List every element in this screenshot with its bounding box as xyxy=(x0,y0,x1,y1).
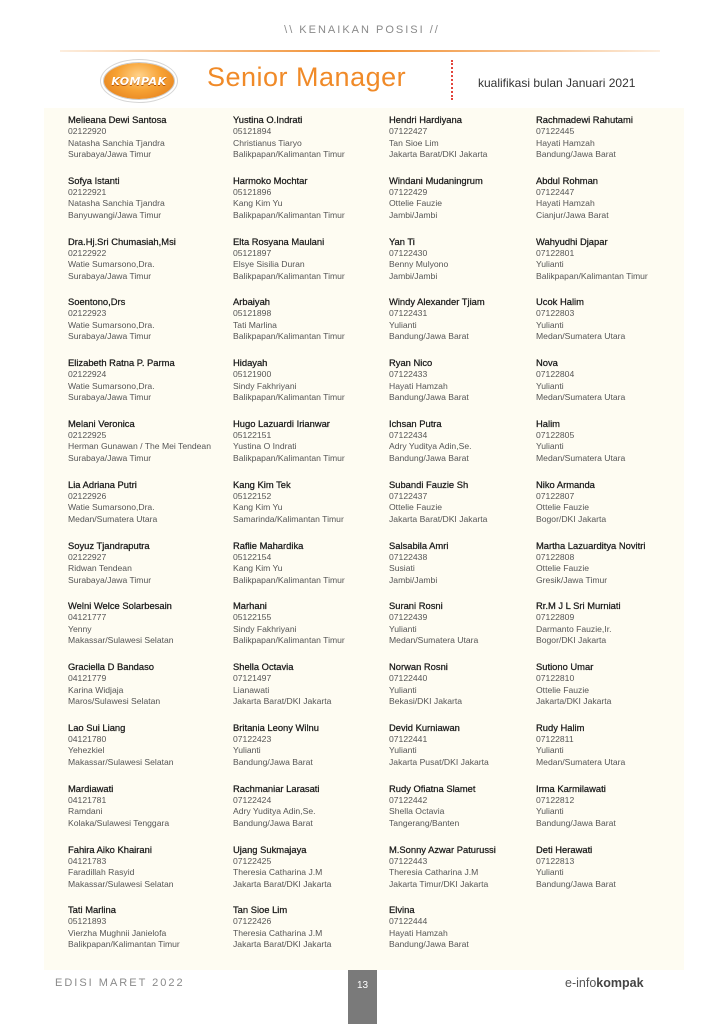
member-sponsor: Natasha Sanchia Tjandra xyxy=(68,198,165,209)
member-location: Maros/Sulawesi Selatan xyxy=(68,696,161,707)
member-sponsor: Theresia Catharina J.M xyxy=(233,867,323,878)
member-sponsor: Hayati Hamzah xyxy=(536,137,595,148)
member-entry xyxy=(536,175,696,236)
member-id: 07122447 xyxy=(536,186,575,197)
member-name: Shella Octavia xyxy=(233,661,294,673)
member-location: Balikpapan/Kalimantan Timur xyxy=(233,392,345,403)
member-name: Dra.Hj.Sri Chumasiah,Msi xyxy=(68,235,176,247)
member-sponsor: Darmanto Fauzie,Ir. xyxy=(536,623,612,634)
member-location: Balikpapan/Kalimantan Timur xyxy=(233,331,345,342)
member-id: 05121894 xyxy=(233,126,272,136)
member-name: Surani Rosni xyxy=(389,600,443,612)
member-name: Melieana Dewi Santosa xyxy=(68,114,167,125)
member-name: Abdul Rohman xyxy=(536,174,599,186)
member-entry xyxy=(68,236,228,297)
member-entry xyxy=(389,540,549,601)
member-name: Salsabila Amri xyxy=(389,539,449,551)
member-sponsor: Ramdani xyxy=(68,806,103,817)
member-sponsor: Faradillah Rasyid xyxy=(68,867,135,878)
member-name: Sofya Istanti xyxy=(68,174,120,186)
member-location: Surabaya/Jawa Timur xyxy=(68,270,152,281)
member-location: Gresik/Jawa Timur xyxy=(536,574,608,585)
page-title: Senior Manager xyxy=(207,62,407,92)
member-entry xyxy=(536,296,696,357)
member-location: Bogor/DKI Jakarta xyxy=(536,635,607,646)
member-name: Ucok Halim xyxy=(536,296,584,308)
member-name: Rachmadewi Rahutami xyxy=(536,114,633,125)
member-name: Windy Alexander Tjiam xyxy=(389,296,485,308)
member-entry xyxy=(389,418,549,479)
member-location: Surabaya/Jawa Timur xyxy=(68,149,152,159)
member-name: Britania Leony Wilnu xyxy=(233,721,319,733)
member-entry xyxy=(233,722,393,783)
member-name: Hendri Hardiyana xyxy=(389,114,462,125)
member-location: Surabaya/Jawa Timur xyxy=(68,574,152,585)
member-entry xyxy=(536,357,696,418)
member-location: Bandung/Jawa Barat xyxy=(389,392,469,403)
member-location: Jakarta Timur/DKI Jakarta xyxy=(389,878,489,889)
member-location: Balikpapan/Kalimantan Timur xyxy=(233,149,345,159)
member-location: Surabaya/Jawa Timur xyxy=(68,452,152,463)
member-location: Kolaka/Sulawesi Tenggara xyxy=(68,817,170,828)
member-location: Medan/Sumatera Utara xyxy=(389,635,479,646)
member-name: Lia Adriana Putri xyxy=(68,478,137,490)
member-name: Mardiawati xyxy=(68,782,114,794)
member-location: Jakarta Barat/DKI Jakarta xyxy=(233,878,332,889)
page-number-box xyxy=(348,970,377,1024)
member-name: Nova xyxy=(536,357,558,369)
member-location: Bandung/Jawa Barat xyxy=(536,878,616,889)
member-sponsor: Yulianti xyxy=(536,806,564,817)
member-sponsor: Yustina O Indrati xyxy=(233,441,297,452)
member-name: Hugo Lazuardi Irianwar xyxy=(233,417,330,429)
member-location: Bandung/Jawa Barat xyxy=(389,331,469,342)
member-sponsor: Watie Sumarsono,Dra. xyxy=(68,502,155,513)
member-location: Balikpapan/Kalimantan Timur xyxy=(233,452,345,463)
member-id: 02122922 xyxy=(68,247,107,258)
member-name: Ujang Sukmajaya xyxy=(233,843,307,855)
member-entry xyxy=(389,114,549,175)
member-name: Harmoko Mochtar xyxy=(233,174,308,186)
member-location: Bogor/DKI Jakarta xyxy=(536,513,607,524)
member-id: 07122801 xyxy=(536,247,575,258)
member-column-3 xyxy=(389,114,549,965)
member-sponsor: Kang Kim Yu xyxy=(233,563,283,574)
member-location: Balikpapan/Kalimantan Timur xyxy=(536,270,648,281)
member-name: Fahira Aiko Khairani xyxy=(68,843,152,855)
member-name: Elta Rosyana Maulani xyxy=(233,235,325,247)
member-location: Bandung/Jawa Barat xyxy=(536,149,616,159)
member-entry xyxy=(68,600,228,661)
member-entry xyxy=(536,600,696,661)
member-sponsor: Elsye Sisilia Duran xyxy=(233,259,305,270)
member-sponsor: Vierzha Mughnii Janielofa xyxy=(68,927,167,938)
member-name: Elizabeth Ratna P. Parma xyxy=(68,357,175,369)
member-sponsor: Christianus Tiaryo xyxy=(233,137,302,148)
member-name: Martha Lazuarditya Novitri xyxy=(536,539,646,551)
member-entry xyxy=(68,904,228,965)
member-id: 07122442 xyxy=(389,794,428,805)
member-entry xyxy=(233,236,393,297)
member-location: Jakarta/DKI Jakarta xyxy=(536,696,612,707)
member-location: Jakarta Barat/DKI Jakarta xyxy=(233,939,332,950)
member-id: 05122152 xyxy=(233,490,272,501)
member-name: Kang Kim Tek xyxy=(233,478,291,490)
member-location: Samarinda/Kalimantan Timur xyxy=(233,513,344,524)
member-entry xyxy=(233,783,393,844)
member-sponsor: Theresia Catharina J.M xyxy=(389,867,479,878)
member-location: Jakarta Barat/DKI Jakarta xyxy=(389,513,488,524)
member-name: Welni Welce Solarbesain xyxy=(68,600,172,612)
member-id: 07122804 xyxy=(536,369,575,380)
member-entry xyxy=(389,296,549,357)
kompak-logo xyxy=(104,63,174,99)
member-sponsor: Yulianti xyxy=(536,745,564,756)
member-id: 07122813 xyxy=(536,855,575,866)
member-location: Cianjur/Jawa Barat xyxy=(536,209,609,220)
member-entry xyxy=(389,175,549,236)
member-sponsor: Ottelie Fauzie xyxy=(536,502,590,513)
member-location: Medan/Sumatera Utara xyxy=(536,452,626,463)
member-location: Jakarta Barat/DKI Jakarta xyxy=(233,696,332,707)
member-entry xyxy=(389,236,549,297)
member-id: 07122810 xyxy=(536,673,575,684)
member-entry xyxy=(68,540,228,601)
member-entry xyxy=(233,114,393,175)
member-entry xyxy=(233,600,393,661)
page-subtitle: kualifikasi bulan Januari 2021 xyxy=(478,76,636,90)
member-sponsor: Tati Marlina xyxy=(233,319,277,330)
member-column-2 xyxy=(233,114,393,965)
member-sponsor: Yulianti xyxy=(536,380,564,391)
member-name: Arbaiyah xyxy=(233,296,271,308)
member-sponsor: Watie Sumarsono,Dra. xyxy=(68,259,155,270)
member-name: M.Sonny Azwar Paturussi xyxy=(389,843,496,855)
member-location: Jambi/Jambi xyxy=(389,209,438,220)
member-sponsor: Shella Octavia xyxy=(389,806,445,817)
member-sponsor: Yenny xyxy=(68,623,92,634)
member-name: Rudy Halim xyxy=(536,721,585,733)
member-location: Makassar/Sulawesi Selatan xyxy=(68,756,174,767)
member-id: 07122425 xyxy=(233,855,272,866)
member-id: 02122926 xyxy=(68,490,107,501)
member-name: Soentono,Drs xyxy=(68,296,126,308)
member-id: 07122437 xyxy=(389,490,428,501)
member-location: Makassar/Sulawesi Selatan xyxy=(68,878,174,889)
member-entry xyxy=(536,418,696,479)
member-entry xyxy=(68,661,228,722)
member-location: Balikpapan/Kalimantan Timur xyxy=(233,209,345,220)
member-id: 05122154 xyxy=(233,551,272,562)
member-entry xyxy=(389,600,549,661)
member-sponsor: Ottelie Fauzie xyxy=(536,684,590,695)
member-entry xyxy=(68,296,228,357)
member-sponsor: Susiati xyxy=(389,563,415,574)
member-sponsor: Hayati Hamzah xyxy=(536,198,595,209)
member-entry xyxy=(389,783,549,844)
member-sponsor: Karina Widjaja xyxy=(68,684,124,695)
member-location: Jakarta Pusat/DKI Jakarta xyxy=(389,756,489,767)
member-entry xyxy=(536,540,696,601)
member-entry xyxy=(233,357,393,418)
member-sponsor: Yulianti xyxy=(536,319,564,330)
member-id: 07122433 xyxy=(389,369,428,380)
member-sponsor: Hayati Hamzah xyxy=(389,380,448,391)
member-name: Raflie Mahardika xyxy=(233,539,304,551)
member-name: Yan Ti xyxy=(389,235,415,247)
member-id: 07122811 xyxy=(536,733,574,744)
member-sponsor: Yulianti xyxy=(536,867,564,878)
member-location: Balikpapan/Kalimantan Timur xyxy=(68,939,180,950)
member-location: Surabaya/Jawa Timur xyxy=(68,392,152,403)
member-id: 07122434 xyxy=(389,429,428,440)
member-name: Tan Sioe Lim xyxy=(233,904,288,916)
member-id: 07122438 xyxy=(389,551,428,562)
member-location: Surabaya/Jawa Timur xyxy=(68,331,152,342)
member-sponsor: Sindy Fakhriyani xyxy=(233,623,297,634)
member-id: 07122803 xyxy=(536,308,575,319)
member-location: Bandung/Jawa Barat xyxy=(536,817,616,828)
member-sponsor: Ridwan Tendean xyxy=(68,563,132,574)
member-location: Balikpapan/Kalimantan Timur xyxy=(233,270,345,281)
member-id: 07122426 xyxy=(233,916,272,927)
member-id: 05122151 xyxy=(233,429,272,440)
member-id: 04121777 xyxy=(68,612,107,623)
member-entry xyxy=(68,844,228,905)
member-name: Marhani xyxy=(233,600,267,612)
member-location: Makassar/Sulawesi Selatan xyxy=(68,635,174,646)
footer-brand-prefix: e-info xyxy=(565,976,597,990)
member-name: Wahyudhi Djapar xyxy=(536,235,608,247)
member-column-1 xyxy=(68,114,228,965)
section-label: \\ KENAIKAN POSISI // xyxy=(284,24,440,36)
member-entry xyxy=(536,783,696,844)
member-id: 07122430 xyxy=(389,247,428,258)
member-entry xyxy=(68,418,228,479)
member-entry xyxy=(233,296,393,357)
member-entry xyxy=(389,357,549,418)
member-id: 02122924 xyxy=(68,369,107,380)
member-location: Medan/Sumatera Utara xyxy=(536,331,626,342)
member-sponsor: Yulianti xyxy=(536,441,564,452)
member-id: 07122445 xyxy=(536,126,575,136)
member-name: Hidayah xyxy=(233,357,268,369)
member-list xyxy=(44,108,684,970)
member-sponsor: Sindy Fakhriyani xyxy=(233,380,297,391)
member-id: 07122431 xyxy=(389,308,428,319)
member-entry xyxy=(536,479,696,540)
member-location: Medan/Sumatera Utara xyxy=(536,392,626,403)
member-entry xyxy=(68,722,228,783)
member-sponsor: Yehezkiel xyxy=(68,745,105,756)
member-id: 05121893 xyxy=(68,916,107,927)
member-entry xyxy=(68,783,228,844)
member-sponsor: Adry Yuditya Adin,Se. xyxy=(233,806,316,817)
member-entry xyxy=(233,540,393,601)
member-name: Norwan Rosni xyxy=(389,661,448,673)
member-sponsor: Watie Sumarsono,Dra. xyxy=(68,319,155,330)
member-entry xyxy=(389,904,549,965)
member-id: 07122440 xyxy=(389,673,428,684)
title-dotted-divider xyxy=(451,60,453,100)
member-location: Bandung/Jawa Barat xyxy=(389,939,469,950)
footer-brand-bold: kompak xyxy=(596,976,644,990)
member-sponsor: Hayati Hamzah xyxy=(389,927,448,938)
member-id: 02122921 xyxy=(68,186,107,197)
member-id: 07122424 xyxy=(233,794,272,805)
member-id: 07122805 xyxy=(536,429,575,440)
member-name: Rudy Ofiatna Slamet xyxy=(389,782,476,794)
member-entry xyxy=(389,844,549,905)
member-name: Melani Veronica xyxy=(68,417,135,429)
member-id: 05121900 xyxy=(233,369,272,380)
member-location: Medan/Sumatera Utara xyxy=(68,513,158,524)
footer-brand xyxy=(565,976,644,990)
member-entry xyxy=(536,722,696,783)
member-entry xyxy=(389,479,549,540)
member-sponsor: Kang Kim Yu xyxy=(233,198,283,209)
member-sponsor: Yulianti xyxy=(389,623,417,634)
member-entry xyxy=(233,418,393,479)
member-location: Banyuwangi/Jawa Timur xyxy=(68,209,162,220)
member-id: 07122812 xyxy=(536,794,575,805)
member-sponsor: Yulianti xyxy=(233,745,261,756)
member-location: Jakarta Barat/DKI Jakarta xyxy=(389,149,488,159)
header-divider-line xyxy=(60,50,660,52)
member-entry xyxy=(389,722,549,783)
member-id: 07122439 xyxy=(389,612,428,623)
member-id: 07122808 xyxy=(536,551,575,562)
member-entry xyxy=(233,479,393,540)
member-entry xyxy=(233,175,393,236)
member-id: 05122155 xyxy=(233,612,272,623)
member-location: Bandung/Jawa Barat xyxy=(233,756,313,767)
member-column-4 xyxy=(536,114,696,904)
member-location: Jambi/Jambi xyxy=(389,574,438,585)
member-id: 05121898 xyxy=(233,308,272,319)
member-sponsor: Watie Sumarsono,Dra. xyxy=(68,380,155,391)
member-name: Tati Marlina xyxy=(68,904,116,916)
member-location: Medan/Sumatera Utara xyxy=(536,756,626,767)
member-sponsor: Yulianti xyxy=(389,684,417,695)
member-name: Niko Armanda xyxy=(536,478,595,490)
member-id: 02122923 xyxy=(68,308,107,319)
member-entry xyxy=(233,904,393,965)
member-name: Graciella D Bandaso xyxy=(68,661,154,673)
member-sponsor: Ottelie Fauzie xyxy=(536,563,590,574)
member-entry xyxy=(68,479,228,540)
member-entry xyxy=(68,114,228,175)
page-number: 13 xyxy=(356,980,369,991)
member-sponsor: Herman Gunawan / The Mei Tendean xyxy=(68,441,211,452)
member-id: 07122441 xyxy=(389,733,428,744)
member-entry xyxy=(233,661,393,722)
member-location: Balikpapan/Kalimantan Timur xyxy=(233,635,345,646)
member-name: Rachmaniar Larasati xyxy=(233,782,320,794)
member-sponsor: Yulianti xyxy=(389,319,417,330)
member-location: Bandung/Jawa Barat xyxy=(389,452,469,463)
member-entry xyxy=(536,661,696,722)
member-sponsor: Tan Sioe Lim xyxy=(389,137,439,148)
member-location: Bandung/Jawa Barat xyxy=(233,817,313,828)
member-sponsor: Adry Yuditya Adin,Se. xyxy=(389,441,472,452)
member-sponsor: Natasha Sanchia Tjandra xyxy=(68,137,165,148)
member-entry xyxy=(68,175,228,236)
member-id: 07122427 xyxy=(389,126,428,136)
member-sponsor: Kang Kim Yu xyxy=(233,502,283,513)
member-entry xyxy=(233,844,393,905)
member-entry xyxy=(68,357,228,418)
member-id: 07122443 xyxy=(389,855,428,866)
member-sponsor: Ottelie Fauzie xyxy=(389,198,443,209)
member-location: Balikpapan/Kalimantan Timur xyxy=(233,574,345,585)
member-name: Lao Sui Liang xyxy=(68,721,126,733)
member-id: 04121780 xyxy=(68,733,107,744)
member-sponsor: Ottelie Fauzie xyxy=(389,502,443,513)
member-id: 02122925 xyxy=(68,429,107,440)
member-entry xyxy=(536,236,696,297)
member-entry xyxy=(536,114,696,175)
member-id: 07122809 xyxy=(536,612,575,623)
member-id: 07122807 xyxy=(536,490,575,501)
member-name: Halim xyxy=(536,417,560,429)
member-location: Bekasi/DKI Jakarta xyxy=(389,696,463,707)
member-sponsor: Yulianti xyxy=(389,745,417,756)
member-name: Rr.M J L Sri Murniati xyxy=(536,600,621,612)
member-id: 07121497 xyxy=(233,673,272,684)
member-id: 07122423 xyxy=(233,733,272,744)
member-name: Irma Karmilawati xyxy=(536,782,606,794)
member-id: 02122920 xyxy=(68,126,107,136)
member-name: Soyuz Tjandraputra xyxy=(68,539,150,551)
member-sponsor: Yulianti xyxy=(536,259,564,270)
member-id: 04121783 xyxy=(68,855,107,866)
member-id: 02122927 xyxy=(68,551,107,562)
member-name: Windani Mudaningrum xyxy=(389,174,483,186)
member-name: Elvina xyxy=(389,904,415,916)
member-entry xyxy=(389,661,549,722)
member-id: 07122444 xyxy=(389,916,428,927)
member-name: Yustina O.Indrati xyxy=(233,114,303,125)
member-sponsor: Benny Mulyono xyxy=(389,259,449,270)
member-id: 04121781 xyxy=(68,794,107,805)
member-id: 07122429 xyxy=(389,186,428,197)
logo-text: KOMPAK xyxy=(111,74,167,88)
member-sponsor: Theresia Catharina J.M xyxy=(233,927,323,938)
member-name: Deti Herawati xyxy=(536,843,593,855)
member-name: Ryan Nico xyxy=(389,357,433,369)
member-location: Jambi/Jambi xyxy=(389,270,438,281)
member-location: Tangerang/Banten xyxy=(389,817,460,828)
member-name: Sutiono Umar xyxy=(536,661,594,673)
member-name: Ichsan Putra xyxy=(389,417,442,429)
member-name: Subandi Fauzie Sh xyxy=(389,478,469,490)
member-sponsor: Lianawati xyxy=(233,684,270,695)
member-name: Devid Kurniawan xyxy=(389,721,460,733)
member-id: 04121779 xyxy=(68,673,107,684)
member-entry xyxy=(536,844,696,905)
member-id: 05121897 xyxy=(233,247,272,258)
member-id: 05121896 xyxy=(233,186,272,197)
footer-edition: EDISI MARET 2022 xyxy=(55,977,185,989)
